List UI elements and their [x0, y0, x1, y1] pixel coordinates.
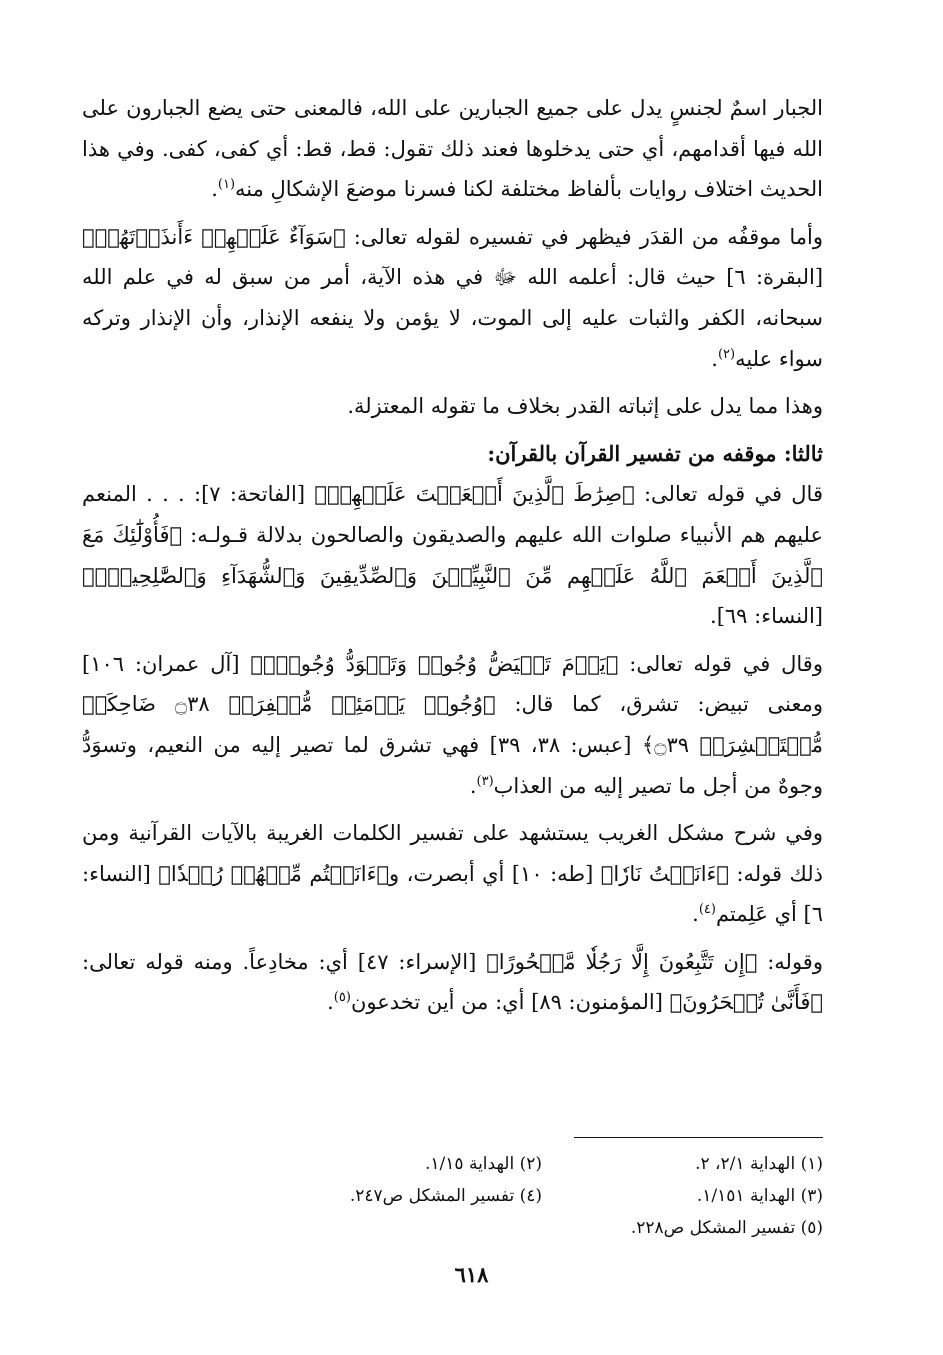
text-line: المنعم عليهم هم الأنبياء صلوات الله عليهم والصديقون والصالحون بدلالة [82, 482, 823, 547]
section-heading: ثالثا: موقفه من تفسير القرآن بالقرآن: [487, 440, 823, 466]
text-line: الإنذار، وأن الإنذار وتركه سواء عليه [82, 305, 823, 371]
text-line: . [211, 177, 218, 202]
text-line: وأما موقفُه من القدَر فيظهر في تفسيره لقوله تعالى: ﴿سَوَآءٌ عَلَيۡهِمۡ [201, 224, 824, 249]
footnote-ref: (٥) [333, 990, 351, 1006]
footnote-5: (٥) تفسير المشكل ص٢٢٨. [630, 1218, 823, 1238]
text-line: الجبارون على الله فيها أقدامهم، أي حتى يدخلوها فعند ذلك تقول: قط، قط: [82, 96, 823, 161]
paragraph-gharib [82, 813, 823, 935]
paragraph-mutazila [82, 386, 823, 427]
text-line: وهذا مما يدل على إثباته القدر بخلاف ما تقوله المعتزلة. [347, 394, 823, 419]
text-line: تصير إليه من العذاب [493, 773, 672, 798]
text-line: . [711, 346, 718, 371]
footnote-row [260, 1180, 823, 1212]
footnote-divider [574, 1137, 823, 1138]
text-line: موضعَ الإشكالِ منه [235, 177, 397, 202]
text-line: [عبس: ٣٨، ٣٩] فهي تشرق لما تصير إليه من النعيم، وتسوَدُّ وجوهٌ من أجل ما [82, 732, 823, 798]
text-line: في علم الله سبحانه، الكفر والثبات عليه إلى الموت، لا يؤمن ولا ينفعه [82, 265, 823, 330]
text-line: وفي شرح مشكل الغريب يستشهد على تفسير الكلمات الغريبة بالآيات [201, 821, 823, 846]
footnote-ref: (٤) [698, 902, 716, 918]
footnote-ref: (٣) [476, 773, 494, 789]
footnote-ref: (١) [217, 177, 236, 193]
paragraph-al-imran [82, 644, 823, 806]
page-number: ٦١٨ [454, 1262, 489, 1287]
footnote-row [260, 1148, 823, 1180]
paragraph-jabbar [82, 88, 823, 210]
footnote-4: (٤) تفسير المشكل ص٢٤٧. [349, 1186, 542, 1206]
text-line: [النساء: ٦٩]. [710, 604, 823, 629]
text-line: . [327, 990, 334, 1015]
text-line: قوله تعالى: ﴿فَأَنَّىٰ تُسۡحَرُونَ﴾ [المؤمنون: ٨٩] أي: من أين تخدعون [82, 949, 823, 1015]
paragraph-qadar [82, 217, 823, 379]
text-line: وقال في قوله تعالى: ﴿يَوۡمَ تَبۡيَضُّ وُجُوهٞ وَتَسۡوَدُّ وُجُوهٞۚ﴾ [آل عمران: ١٠٦] [82, 651, 823, 676]
footnote-3: (٣) الهداية ١/١٥١. [696, 1186, 823, 1206]
text-line: قال في قوله تعالى: ﴿صِرَٰطَ ٱلَّذِينَ أَنۡعَمۡتَ عَلَيۡهِمۡ﴾ [الفاتحة: ٧]: . . . [146, 482, 823, 507]
paragraph-fatiha [82, 474, 823, 636]
footnote-ref: (٢) [717, 346, 736, 362]
footnote-2: (٢) الهداية ١/١٥. [425, 1154, 542, 1174]
footnote-1: (١) الهداية ٢/١، ٢. [695, 1154, 823, 1174]
text-line: . [469, 773, 477, 798]
main-text [82, 88, 823, 1023]
text-line: أي كفى، كفى. وفي هذا الحديث اختلاف روايات بألفاظ مختلفة لكنا فسرنا [82, 136, 823, 202]
text-line: قـولـه: ﴿فَأُوْلَٰٓئِكَ مَعَ ٱلَّذِينَ أَنۡعَمَ ٱللَّهُ عَلَيۡهِم مِّنَ ٱلنَّبِيِّـۧنَ وَٱلصِّدِّيقِينَ وَٱلشُّهَدَآءِ وَٱلصَّٰلِحِينَۚ﴾ [82, 522, 823, 588]
text-line: الجبار اسمٌ لجنسٍ يدل على جميع الجبارين على الله، فالمعنى حتى يضع [207, 96, 823, 120]
text-line: ومعنى تبيض: تشرق، كما قال: ﴿وُجُوهٞ يَوۡمَئِذٖ مُّسۡفِرَةٞ ۝٣٨ ضَاحِكَةٞ مُّسۡتَبۡشِرَةٞ ۝٣٩﴾ [82, 692, 824, 757]
paragraph-mashur [82, 942, 823, 1023]
text-line: . [692, 902, 699, 927]
text-line: وقوله: ﴿إِن تَتَّبِعُونَ إِلَّا رَجُلٗا مَّسۡحُورًا﴾ [الإسراء: ٤٧] أي: مخادِعاً. ومنه [193, 949, 823, 974]
footnotes [260, 1148, 823, 1244]
text-line: رُشۡدٗا﴾ [النساء: ٦] أي عَلِمتم [82, 861, 823, 927]
footnote-row [260, 1212, 823, 1244]
text-line: ءَأَنذَرۡتَهُمۡ﴾ [البقرة: ٦] حيث قال: أعلمه الله ﷻ في هذه الآية، أمر من سبق له [82, 224, 824, 290]
text-line: القرآنية ومن ذلك قوله: ﴿ءَانَسۡتُ نَارٗا﴾ [طه: ١٠] أي أبصرت، و﴿ءَانَسۡتُم مِّنۡهُمۡ [82, 821, 823, 886]
